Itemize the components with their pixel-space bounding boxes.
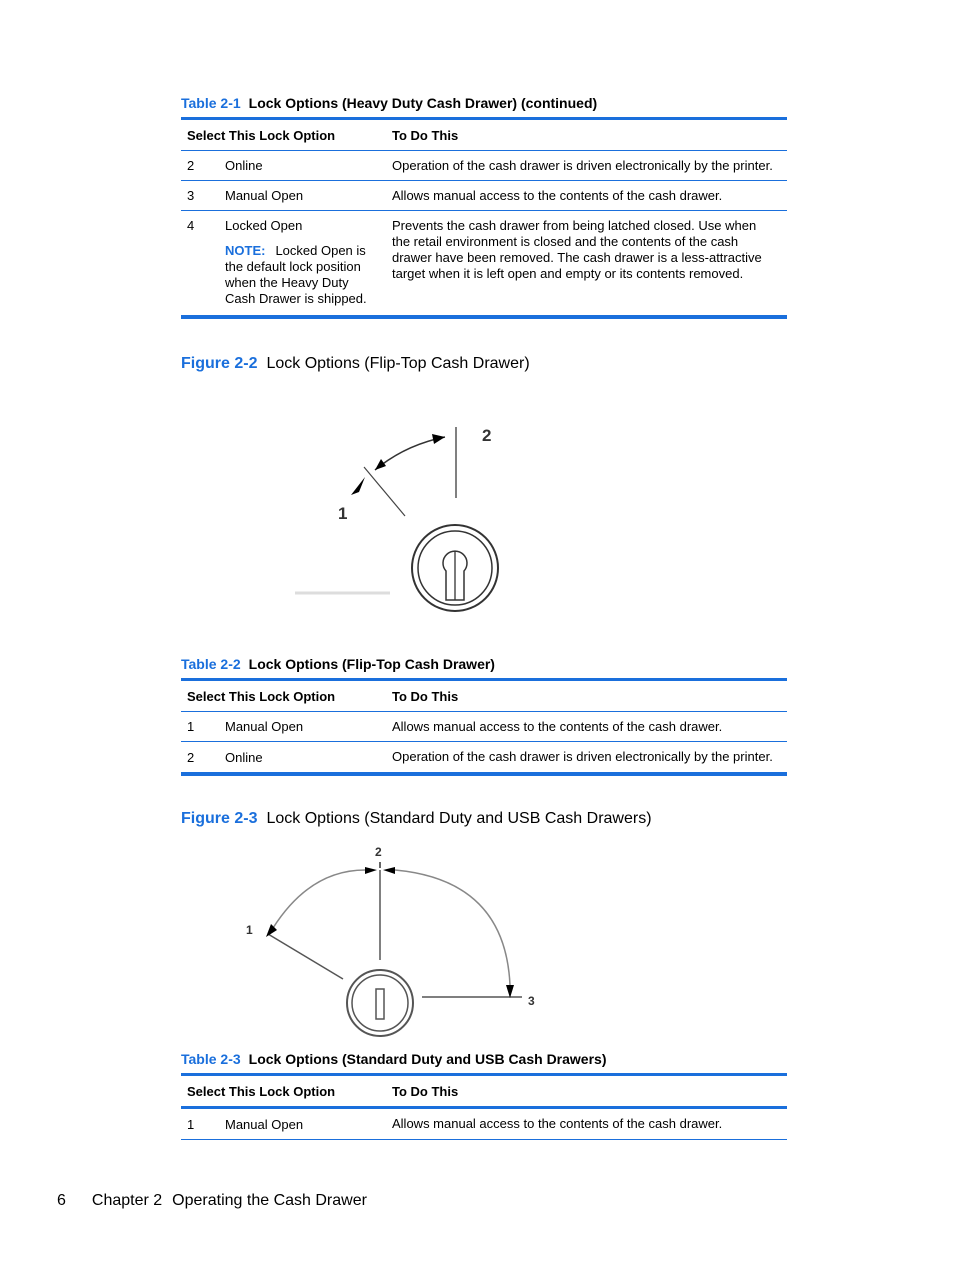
label-3: 3	[528, 994, 535, 1008]
arrow-head-2b	[383, 867, 395, 874]
arrow-head-3	[506, 985, 514, 998]
position-1-line	[268, 934, 343, 979]
arc-2-3	[395, 870, 510, 985]
table-title: Lock Options (Standard Duty and USB Cash Drawers)	[248, 1051, 607, 1067]
figure-title: Lock Options (Flip-Top Cash Drawer)	[266, 355, 530, 372]
lock-option: Manual Open	[225, 1116, 304, 1132]
table-caption	[181, 95, 597, 111]
figure-number: Figure 2-2	[181, 355, 258, 372]
label-1: 1	[246, 923, 253, 937]
column-header-action: To Do This	[392, 1083, 459, 1099]
arrow-head-1	[266, 924, 277, 937]
label-1: 1	[338, 504, 348, 523]
column-header-action: To Do This	[392, 127, 459, 143]
standard-duty-lock-diagram	[240, 840, 550, 1045]
note-label: NOTE:	[225, 243, 266, 258]
row-number: 2	[187, 158, 195, 173]
table-row	[181, 742, 787, 772]
table-row	[181, 151, 787, 181]
row-number: 1	[187, 1116, 195, 1132]
arc-1-2	[273, 870, 365, 928]
flip-top-lock-diagram	[280, 415, 520, 625]
table-header	[181, 120, 787, 151]
note	[225, 243, 378, 307]
position-1-line	[364, 467, 405, 516]
arrow-head-2a	[365, 867, 377, 874]
table-title: Lock Options (Heavy Duty Cash Drawer) (continued)	[248, 95, 598, 111]
table-row	[181, 1109, 787, 1139]
option-description: Allows manual access to the contents of the cash drawer.	[392, 1116, 723, 1131]
lock-options-table-flip-top	[181, 678, 787, 776]
table-number: Table 2-3	[181, 1051, 241, 1067]
page-number: 6	[57, 1192, 66, 1209]
lock-options-table-heavy-duty	[181, 117, 787, 319]
column-header-option: Select This Lock Option	[187, 1083, 336, 1099]
figure-title: Lock Options (Standard Duty and USB Cash Drawers)	[266, 810, 652, 827]
column-header-option: Select This Lock Option	[187, 688, 336, 704]
table-row	[181, 181, 787, 211]
column-header-action: To Do This	[392, 688, 459, 704]
arrow-head-1	[375, 459, 386, 470]
table-header	[181, 681, 787, 712]
figure-caption	[181, 355, 530, 373]
label-2: 2	[375, 845, 382, 859]
lock-cylinder-inner	[352, 975, 408, 1031]
lock-option: Manual Open	[225, 188, 304, 203]
note-text: Locked Open is the default lock position when the Heavy Duty Cash Drawer is shipped.	[225, 243, 367, 306]
lock-option: Online	[225, 158, 263, 173]
chapter-label: Chapter 2	[91, 1192, 163, 1209]
lock-options-table-standard-duty	[181, 1073, 787, 1140]
lock-option: Online	[225, 749, 263, 765]
lock-option: Locked Open	[225, 218, 303, 233]
row-number: 4	[187, 218, 195, 233]
figure-number: Figure 2-3	[181, 810, 258, 827]
option-description: Operation of the cash drawer is driven electronically by the printer.	[392, 157, 773, 173]
table-caption	[181, 1051, 607, 1067]
figure-caption	[181, 810, 652, 828]
option-description: Prevents the cash drawer from being latched closed. Use when the retail environment is closed and the contents of the cash drawer have been removed. The cash drawer is a less-attractive target when it is left open and empty or its contents removed.	[392, 218, 762, 281]
chapter-title: Operating the Cash Drawer	[172, 1192, 367, 1209]
lock-option-cell	[225, 218, 386, 307]
arrow-head-1b	[351, 477, 365, 495]
column-header-option: Select This Lock Option	[187, 127, 336, 143]
arrow-head-2	[432, 434, 445, 444]
table-caption	[181, 656, 495, 672]
table-row	[181, 712, 787, 742]
label-2: 2	[482, 426, 492, 445]
table-row	[181, 211, 787, 315]
table-number: Table 2-1	[181, 95, 241, 111]
option-description: Allows manual access to the contents of the cash drawer.	[392, 187, 723, 203]
option-description: Allows manual access to the contents of the cash drawer.	[392, 718, 723, 734]
row-number: 3	[187, 188, 195, 203]
table-number: Table 2-2	[181, 656, 241, 672]
key-slot	[376, 989, 384, 1019]
page-footer	[57, 1192, 367, 1210]
row-number: 2	[187, 749, 195, 765]
lock-option: Manual Open	[225, 719, 304, 734]
table-title: Lock Options (Flip-Top Cash Drawer)	[248, 656, 495, 672]
row-number: 1	[187, 719, 195, 734]
option-description: Operation of the cash drawer is driven electronically by the printer.	[392, 749, 773, 764]
lock-cylinder-outer	[347, 970, 413, 1036]
table-header	[181, 1076, 787, 1109]
